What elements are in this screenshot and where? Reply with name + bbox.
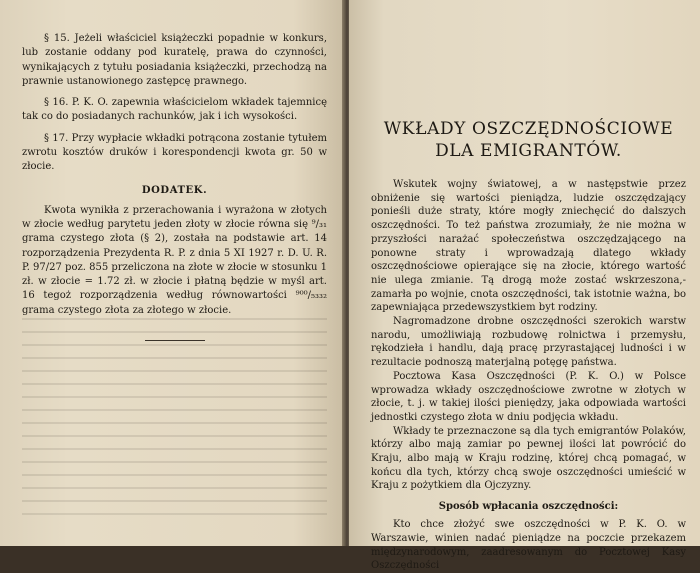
paragraph-5: Kto chce złożyć swe oszczędności w P. K. O. w Warszawie, winien nadać pieniądze na poczcie przekazem międzynarodowym, zaadresowanym do Pocztowej Kasy Oszczędności (371, 519, 686, 572)
paragraph-section-17: § 17. Przy wypłacie wkładki potrącona zostanie tytułem zwrotu kosztów druków i korespondencji kwota gr. 50 w złocie. (22, 132, 327, 173)
paragraph-section-16: § 16. P. K. O. zapewnia właścicielom wkładek tajemnicę tak co do posiadanych rachunków, jak i ich wysokości. (22, 97, 327, 123)
subheading: Sposób wpłacania oszczędności: (438, 501, 619, 513)
right-page (349, 0, 700, 572)
paragraph-3: Pocztowa Kasa Oszczędności (P. K. O.) w Polsce wprowadza wkłady oszczędnościowe zwrotne w złotych w złocie, t. j. w takiej ilości pieniędzy, jaka odpowiada wartości jednostki czystego złota w dniu podjęcia wkładu. (371, 370, 686, 423)
addendum-paragraph: Kwota wynikła z przerachowania i wyrażona w złotych w złocie według parytetu jeden złoty w złocie równa się ⁹/₃₁ grama czystego złota (§ 2), została na podstawie art. 14 rozporządzenia Prezydenta R. P. z dnia 5 XI 1927 r. D. U. R. P. 97/27 poz. 855 przeliczona na złote w złocie w stosunku 1 zł. w złocie = 1.72 zł. w złocie i płatną będzie w myśl art. 16 tegoż rozporządzenia według równowartości ⁹⁰⁰/₅₃₃₂ grama czystego złota za złotego w złocie. (22, 204, 327, 316)
paragraph-2: Nagromadzone drobne oszczędności szerokich warstw narodu, umożliwiają rozbudowę rolnictwa i przemysłu, rękodzieła i handlu, dają pracę przyrastającej ludności i w rezultacie podnoszą materjalną potęgę państwa. (371, 316, 686, 369)
paragraph-1: Wskutek wojny światowej, a w następstwie przez obniżenie się wartości pieniądza, ludzie oszczędzający ponieśli duże straty, które mogły zniechęcić do dalszych oszczędności. To też państwa zrozumiały, że nie można w przyszłości narażać społeczeństwa oszczędzającego na ponowne straty i wprowadzają dlatego wkłady oszczędnościowe opierające się na złocie, którego wartość nie ulega zmianie. Tą drogą może zostać wskrzeszona,- zamarła po wojnie, cnota oszczędności, tak istotnie ważna, bo zapewniająca przedewszystkiem byt rodziny. (371, 179, 686, 314)
left-page (0, 0, 345, 546)
paragraph-4: Wkłady te przeznaczone są dla tych emigrantów Polaków, którzy albo mają zamiar po pewnej ilości lat powrócić do Kraju, albo mają w Kraju rodzinę, której chcą pomagać, w końcu dla tych, którzy chcą swoje oszczędności umieścić w Kraju z pożytkiem dla Ojczyzny. (371, 425, 686, 492)
page-title: WKŁADY OSZCZĘDNOŚCIOWE (383, 119, 674, 139)
bleed-through-text (22, 318, 327, 526)
paragraph-section-15: § 15. Jeżeli właściciel książeczki popadnie w konkurs, lub zostanie oddany pod kuratelę, prawa do czynności, wynikających z tytułu posiadania książeczki, przechodzą na prawnie ustanowionego zastępcę prawnego. (22, 33, 327, 87)
addendum-heading: DODATEK. (141, 184, 208, 196)
page-title-line-2: DLA EMIGRANTÓW. (435, 141, 622, 161)
